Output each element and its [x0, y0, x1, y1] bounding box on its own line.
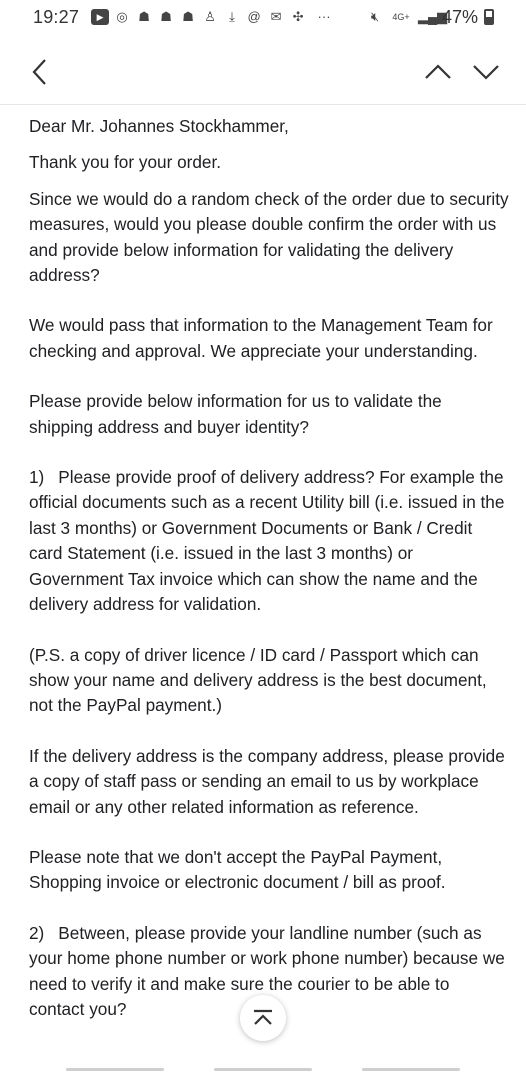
youtube-icon: ▶ [91, 9, 109, 25]
threads-icon: @ [247, 9, 261, 24]
greeting: Dear Mr. Johannes Stockhammer, [29, 116, 289, 136]
nav-home[interactable] [214, 1068, 312, 1071]
outlook-icon: ✉ [270, 9, 282, 24]
list-item-text: Between, please provide your landline number (such as your home phone number or work phone number) because we need to verify it and make sure the courier to be able to contact you? [29, 922, 505, 1019]
nav-back[interactable] [362, 1068, 460, 1071]
list-number: 2) [29, 922, 45, 943]
nav-recents[interactable] [66, 1068, 164, 1071]
battery-icon [484, 9, 494, 25]
body-paragraph: Please note that we don't accept the PayPal Payment, Shopping invoice or electronic document / bill as proof. [29, 846, 446, 893]
snapchat-icon: ☗ [160, 9, 172, 24]
mute-icon: 🔇︎ [370, 9, 380, 24]
chevron-up-icon [424, 63, 452, 81]
back-arrow-icon [30, 57, 50, 87]
pinwheel-icon: ✣ [292, 9, 304, 24]
whatsapp-icon: ◎ [116, 9, 128, 24]
status-time: 19:27 [33, 6, 80, 27]
email-body [29, 114, 509, 1047]
next-email-button[interactable] [466, 52, 506, 92]
network-type: 4G+ [392, 12, 410, 22]
list-number: 1) [29, 467, 45, 488]
download-icon: ⤓ [229, 9, 235, 24]
battery-percent: 47% [441, 6, 478, 27]
spyder-icon: ♙ [204, 9, 216, 24]
body-paragraph: Since we would do a random check of the order due to security measures, would you please double confirm the order with us and provide below information for validating the delivery address? [29, 188, 509, 286]
more-notifications-icon: ··· [317, 9, 331, 24]
status-bar [0, 0, 526, 34]
ps-note: (P.S. a copy of driver licence / ID card / Passport which can show your name and delivery address is the best document, not the PayPal payment.) [29, 644, 487, 716]
notification-icons [91, 9, 337, 25]
system-nav-bar [0, 1058, 526, 1080]
thanks-line: Thank you for your order. [29, 152, 222, 173]
double-chevron-up-icon [252, 1009, 274, 1027]
system-icons [366, 0, 494, 34]
snapchat-icon: ☗ [138, 9, 150, 24]
previous-email-button[interactable] [418, 52, 458, 92]
body-paragraph: Please provide below information for us to validate the shipping address and buyer identity? [29, 391, 442, 437]
list-item-text: Please provide proof of delivery address? For example the official documents such as a recent Utility bill (i.e. issued in the last 3 months) or Government Documents or Bank / Credit card Statement (i.e. issued in the last 3 months) or Government Tax invoice which can show the name and the delivery address for validation. [29, 467, 505, 615]
list-item-1 [29, 465, 509, 617]
back-button[interactable] [20, 52, 60, 92]
scroll-to-top-button[interactable] [240, 995, 286, 1041]
chevron-down-icon [472, 63, 500, 81]
body-paragraph: We would pass that information to the Management Team for checking and approval. We appreciate your understanding. [29, 315, 493, 361]
snapchat-icon: ☗ [182, 9, 194, 24]
body-paragraph: If the delivery address is the company address, please provide a copy of staff pass or sending an email to us by workplace email or any other related information as reference. [29, 745, 505, 817]
email-toolbar [0, 34, 526, 105]
signal-icon: ▂▄▆ [417, 9, 448, 24]
